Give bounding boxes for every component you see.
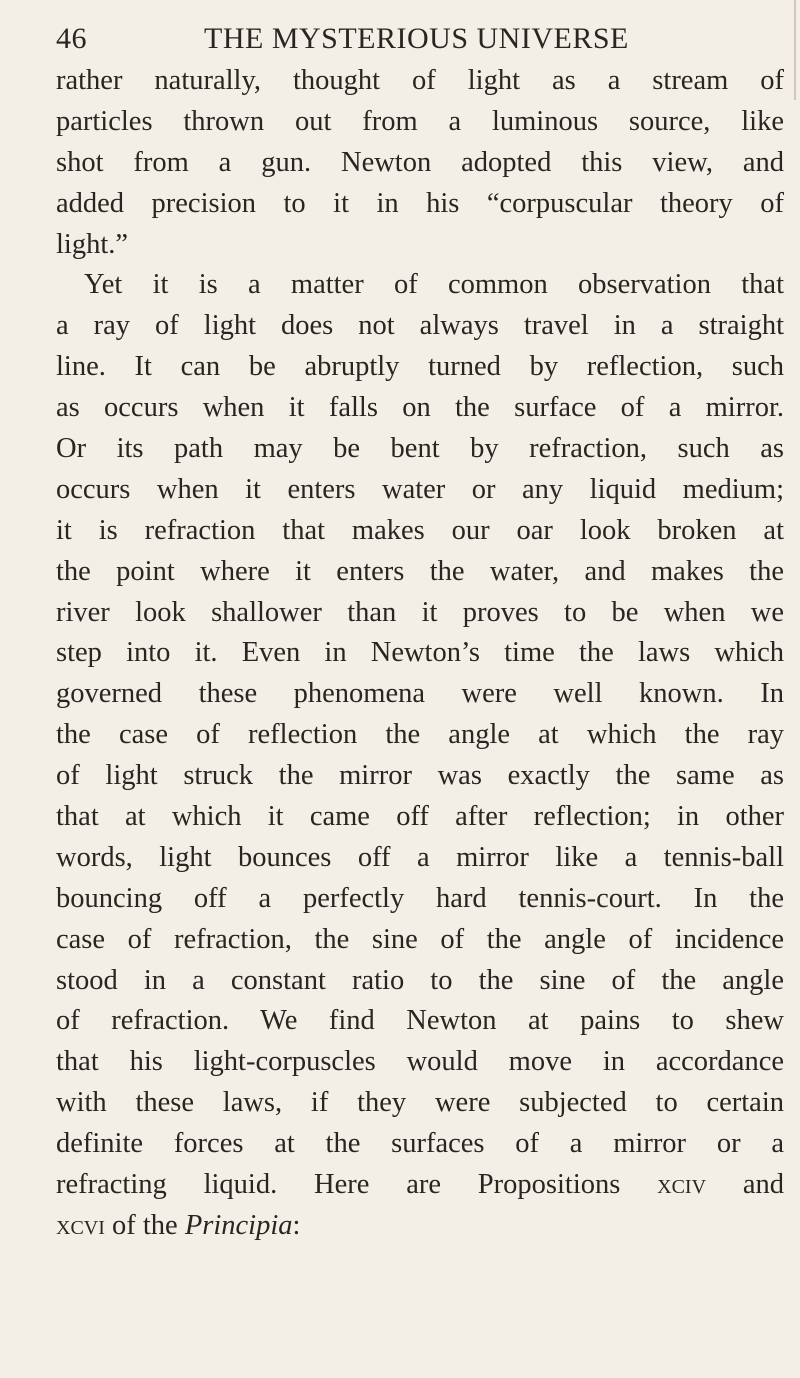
text-line-part: of the — [104, 1209, 185, 1241]
text-line: with these laws, if they were subjected to certain — [56, 1087, 784, 1119]
text-line: occurs when it enters water or any liquid medium; — [56, 473, 784, 505]
text-line: line. It can be abruptly turned by reflection, such — [56, 351, 784, 383]
text-line: river look shallower than it proves to be when we — [56, 596, 784, 628]
text-line-part: : — [292, 1209, 301, 1241]
text-line: the point where it enters the water, and makes the — [56, 555, 784, 587]
text-line-final — [56, 1206, 784, 1247]
text-line: it is refraction that makes our oar look broken at — [56, 514, 784, 546]
page-edge-shadow — [794, 0, 796, 100]
text-line: shot from a gun. Newton adopted this view, and — [56, 146, 784, 178]
text-line: Or its path may be bent by refraction, such as — [56, 433, 784, 465]
text-line: definite forces at the surfaces of a mirror or a — [56, 1128, 784, 1160]
text-line-propositions — [56, 1165, 784, 1206]
page-header — [56, 22, 696, 62]
work-title: Principia — [184, 1209, 293, 1241]
running-title: THE MYSTERIOUS UNIVERSE — [204, 22, 629, 55]
text-line: of light struck the mirror was exactly the same as — [56, 760, 784, 792]
text-line: words, light bounces off a mirror like a tennis-ball — [56, 841, 784, 873]
proposition-number: xcvi — [56, 1209, 105, 1241]
text-line: the case of reflection the angle at which the ray — [56, 719, 784, 751]
page-number: 46 — [56, 22, 87, 55]
text-line-part: refracting liquid. Here are Propositions — [56, 1169, 621, 1201]
text-line: that at which it came off after reflection; in other — [56, 801, 784, 833]
text-line-part: and — [706, 1169, 784, 1201]
body-text — [56, 61, 784, 1247]
text-line: step into it. Even in Newton’s time the laws which — [56, 637, 784, 669]
text-line: governed these phenomena were well known. In — [56, 678, 784, 710]
text-line: particles thrown out from a luminous source, like — [56, 105, 784, 137]
text-line: Yet it is a matter of common observation that — [84, 269, 784, 301]
text-line: that his light-corpuscles would move in accordance — [56, 1046, 784, 1078]
proposition-number: xciv — [657, 1169, 707, 1201]
text-line: light.” — [56, 228, 129, 260]
text-line: stood in a constant ratio to the sine of the angle — [56, 964, 784, 996]
text-line: rather naturally, thought of light as a stream of — [56, 65, 784, 96]
text-line: as occurs when it falls on the surface of a mirror. — [56, 392, 784, 424]
text-line: bouncing off a perfectly hard tennis-court. In the — [56, 882, 784, 914]
text-line: a ray of light does not always travel in a straight — [56, 310, 784, 342]
text-line: case of refraction, the sine of the angle of incidence — [56, 923, 784, 955]
text-line: of refraction. We find Newton at pains to shew — [56, 1005, 784, 1037]
text-line: added precision to it in his “corpuscular theory of — [56, 187, 784, 219]
